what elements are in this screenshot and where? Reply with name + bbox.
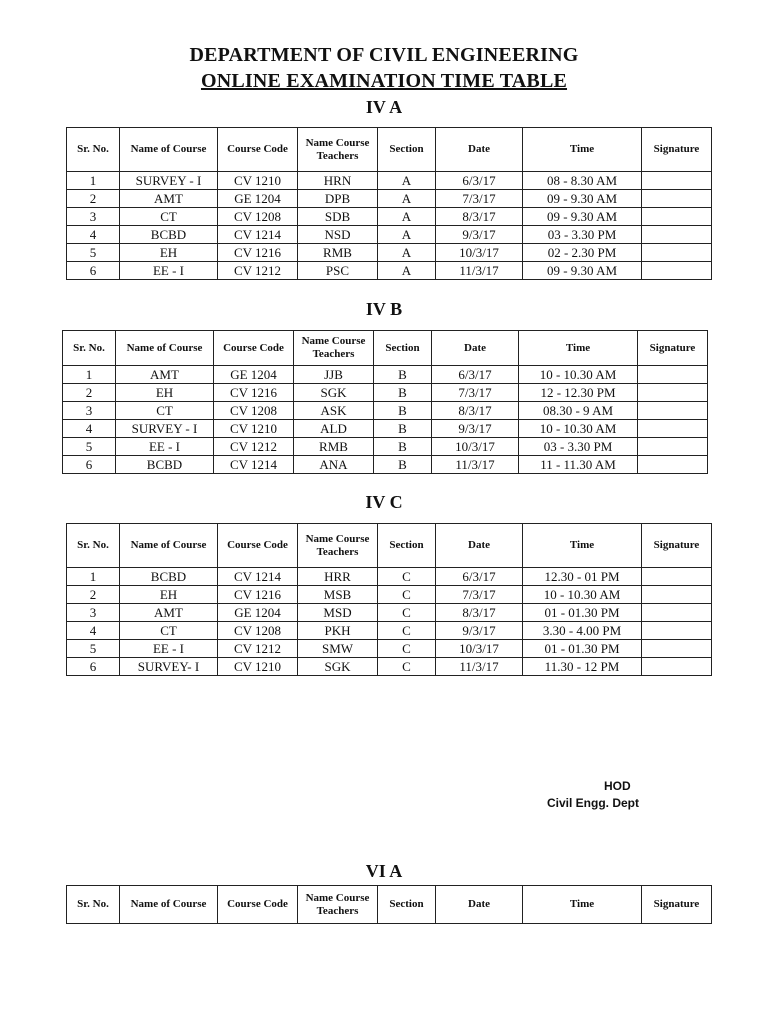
section-cell: C [378, 658, 436, 676]
signature-cell [642, 244, 712, 262]
time-cell: 01 - 01.30 PM [523, 640, 642, 658]
date-cell: 8/3/17 [436, 604, 523, 622]
table-row [67, 208, 712, 226]
course-teacher-cell: NSD [298, 226, 378, 244]
header-row [67, 128, 712, 172]
column-header-name: Name of Course [120, 524, 218, 568]
date-cell: 7/3/17 [436, 190, 523, 208]
date-cell: 7/3/17 [432, 384, 519, 402]
sr-no-cell: 5 [67, 640, 120, 658]
signature-cell [642, 604, 712, 622]
column-header-teachers: Name Course Teachers [298, 128, 378, 172]
column-header-signature: Signature [642, 128, 712, 172]
table-row [63, 384, 708, 402]
course-teacher-cell: JJB [294, 366, 374, 384]
course-code-cell: CV 1212 [218, 640, 298, 658]
course-code-cell: GE 1204 [214, 366, 294, 384]
sr-no-cell: 6 [67, 262, 120, 280]
section-cell: A [378, 262, 436, 280]
course-name-cell: EH [120, 586, 218, 604]
course-name-cell: BCBD [120, 568, 218, 586]
time-cell: 3.30 - 4.00 PM [523, 622, 642, 640]
course-teacher-cell: DPB [298, 190, 378, 208]
table-row [63, 456, 708, 474]
course-name-cell: SURVEY- I [120, 658, 218, 676]
column-header-time: Time [523, 886, 642, 924]
course-name-cell: SURVEY - I [120, 172, 218, 190]
date-cell: 6/3/17 [432, 366, 519, 384]
date-cell: 8/3/17 [436, 208, 523, 226]
time-cell: 09 - 9.30 AM [523, 190, 642, 208]
course-teacher-cell: SGK [298, 658, 378, 676]
time-cell: 08.30 - 9 AM [519, 402, 638, 420]
course-teacher-cell: PSC [298, 262, 378, 280]
course-name-cell: EH [120, 244, 218, 262]
department-title: DEPARTMENT OF CIVIL ENGINEERING [189, 44, 579, 66]
course-code-cell: CV 1210 [214, 420, 294, 438]
sr-no-cell: 5 [63, 438, 116, 456]
course-teacher-cell: RMB [298, 244, 378, 262]
table-row [67, 586, 712, 604]
table-row [67, 172, 712, 190]
time-cell: 10 - 10.30 AM [519, 420, 638, 438]
date-cell: 11/3/17 [432, 456, 519, 474]
section-title-vi-a: VI A [365, 861, 403, 881]
course-name-cell: EE - I [116, 438, 214, 456]
time-cell: 01 - 01.30 PM [523, 604, 642, 622]
section-cell: B [374, 384, 432, 402]
column-header-date: Date [436, 524, 523, 568]
section-title-iv-c: IV C [365, 492, 403, 512]
signature-cell [642, 622, 712, 640]
column-header-code: Course Code [218, 128, 298, 172]
column-header-section: Section [378, 524, 436, 568]
timetable-iv-b [62, 330, 708, 474]
course-code-cell: CV 1212 [214, 438, 294, 456]
section-cell: B [374, 438, 432, 456]
course-teacher-cell: MSB [298, 586, 378, 604]
column-header-sr: Sr. No. [63, 331, 116, 366]
course-code-cell: GE 1204 [218, 190, 298, 208]
section-title-iv-a: IV A [365, 97, 403, 117]
column-header-teachers: Name Course Teachers [294, 331, 374, 366]
sr-no-cell: 6 [63, 456, 116, 474]
course-teacher-cell: ALD [294, 420, 374, 438]
section-cell: B [374, 420, 432, 438]
date-cell: 9/3/17 [432, 420, 519, 438]
signature-cell [642, 658, 712, 676]
signature-cell [642, 208, 712, 226]
sr-no-cell: 4 [67, 622, 120, 640]
section-cell: C [378, 604, 436, 622]
course-code-cell: CV 1210 [218, 658, 298, 676]
date-cell: 9/3/17 [436, 622, 523, 640]
date-cell: 6/3/17 [436, 172, 523, 190]
course-name-cell: BCBD [120, 226, 218, 244]
table-row [67, 262, 712, 280]
table-row [67, 622, 712, 640]
signature-cell [642, 172, 712, 190]
section-cell: A [378, 208, 436, 226]
signature-cell [642, 190, 712, 208]
column-header-teachers: Name Course Teachers [298, 886, 378, 924]
course-teacher-cell: SMW [298, 640, 378, 658]
column-header-signature: Signature [638, 331, 708, 366]
column-header-code: Course Code [214, 331, 294, 366]
date-cell: 10/3/17 [436, 244, 523, 262]
timetable-iv-c [66, 523, 712, 676]
sr-no-cell: 3 [67, 208, 120, 226]
time-cell: 10 - 10.30 AM [523, 586, 642, 604]
signature-cell [638, 420, 708, 438]
time-cell: 09 - 9.30 AM [523, 208, 642, 226]
course-code-cell: CV 1216 [218, 586, 298, 604]
section-cell: B [374, 402, 432, 420]
column-header-section: Section [378, 128, 436, 172]
course-code-cell: CV 1210 [218, 172, 298, 190]
course-teacher-cell: MSD [298, 604, 378, 622]
column-header-time: Time [523, 128, 642, 172]
sr-no-cell: 3 [67, 604, 120, 622]
course-code-cell: CV 1208 [214, 402, 294, 420]
column-header-teachers: Name Course Teachers [298, 524, 378, 568]
column-header-date: Date [436, 128, 523, 172]
course-code-cell: CV 1208 [218, 208, 298, 226]
date-cell: 11/3/17 [436, 262, 523, 280]
column-header-name: Name of Course [120, 886, 218, 924]
course-teacher-cell: SGK [294, 384, 374, 402]
table-row [67, 190, 712, 208]
section-cell: A [378, 244, 436, 262]
column-header-signature: Signature [642, 886, 712, 924]
course-name-cell: EH [116, 384, 214, 402]
signature-cell [642, 226, 712, 244]
time-cell: 11.30 - 12 PM [523, 658, 642, 676]
course-code-cell: CV 1212 [218, 262, 298, 280]
course-name-cell: EE - I [120, 640, 218, 658]
column-header-time: Time [519, 331, 638, 366]
course-teacher-cell: HRR [298, 568, 378, 586]
section-cell: C [378, 640, 436, 658]
sr-no-cell: 1 [67, 172, 120, 190]
header-row [67, 524, 712, 568]
course-teacher-cell: ANA [294, 456, 374, 474]
course-code-cell: CV 1214 [214, 456, 294, 474]
table-row [67, 244, 712, 262]
signature-cell [638, 456, 708, 474]
course-teacher-cell: PKH [298, 622, 378, 640]
table-row [67, 604, 712, 622]
section-cell: A [378, 226, 436, 244]
sr-no-cell: 3 [63, 402, 116, 420]
section-cell: C [378, 586, 436, 604]
course-code-cell: CV 1214 [218, 568, 298, 586]
signature-cell [638, 384, 708, 402]
header-row [63, 331, 708, 366]
signature-cell [638, 366, 708, 384]
signoff-role: HOD [604, 779, 631, 793]
time-cell: 03 - 3.30 PM [519, 438, 638, 456]
table-row [63, 402, 708, 420]
sr-no-cell: 4 [63, 420, 116, 438]
date-cell: 6/3/17 [436, 568, 523, 586]
column-header-section: Section [374, 331, 432, 366]
course-teacher-cell: ASK [294, 402, 374, 420]
section-cell: C [378, 622, 436, 640]
course-code-cell: CV 1214 [218, 226, 298, 244]
column-header-sr: Sr. No. [67, 128, 120, 172]
date-cell: 10/3/17 [432, 438, 519, 456]
course-name-cell: BCBD [116, 456, 214, 474]
column-header-sr: Sr. No. [67, 524, 120, 568]
signature-cell [642, 568, 712, 586]
time-cell: 11 - 11.30 AM [519, 456, 638, 474]
course-name-cell: CT [116, 402, 214, 420]
time-cell: 12.30 - 01 PM [523, 568, 642, 586]
column-header-date: Date [436, 886, 523, 924]
course-name-cell: CT [120, 208, 218, 226]
table-row [67, 658, 712, 676]
section-cell: B [374, 366, 432, 384]
date-cell: 9/3/17 [436, 226, 523, 244]
section-cell: C [378, 568, 436, 586]
table-row [63, 366, 708, 384]
signature-cell [638, 438, 708, 456]
column-header-date: Date [432, 331, 519, 366]
sr-no-cell: 6 [67, 658, 120, 676]
signoff-dept: Civil Engg. Dept [547, 796, 640, 810]
time-cell: 02 - 2.30 PM [523, 244, 642, 262]
column-header-code: Course Code [218, 524, 298, 568]
course-code-cell: CV 1208 [218, 622, 298, 640]
sr-no-cell: 1 [67, 568, 120, 586]
course-code-cell: CV 1216 [214, 384, 294, 402]
table-row [63, 420, 708, 438]
course-code-cell: CV 1216 [218, 244, 298, 262]
course-name-cell: CT [120, 622, 218, 640]
time-cell: 12 - 12.30 PM [519, 384, 638, 402]
course-name-cell: AMT [116, 366, 214, 384]
timetable-vi-a [66, 885, 712, 924]
date-cell: 10/3/17 [436, 640, 523, 658]
sr-no-cell: 4 [67, 226, 120, 244]
time-cell: 09 - 9.30 AM [523, 262, 642, 280]
signature-cell [642, 262, 712, 280]
course-code-cell: GE 1204 [218, 604, 298, 622]
date-cell: 11/3/17 [436, 658, 523, 676]
column-header-signature: Signature [642, 524, 712, 568]
course-teacher-cell: RMB [294, 438, 374, 456]
course-name-cell: SURVEY - I [116, 420, 214, 438]
time-cell: 03 - 3.30 PM [523, 226, 642, 244]
sr-no-cell: 2 [63, 384, 116, 402]
course-name-cell: AMT [120, 190, 218, 208]
section-cell: A [378, 190, 436, 208]
section-cell: B [374, 456, 432, 474]
column-header-name: Name of Course [120, 128, 218, 172]
sr-no-cell: 2 [67, 190, 120, 208]
timetable-iv-a [66, 127, 712, 280]
sr-no-cell: 1 [63, 366, 116, 384]
date-cell: 8/3/17 [432, 402, 519, 420]
table-row [63, 438, 708, 456]
signature-cell [642, 640, 712, 658]
date-cell: 7/3/17 [436, 586, 523, 604]
signature-cell [642, 586, 712, 604]
signature-cell [638, 402, 708, 420]
column-header-code: Course Code [218, 886, 298, 924]
course-name-cell: AMT [120, 604, 218, 622]
column-header-sr: Sr. No. [67, 886, 120, 924]
course-teacher-cell: SDB [298, 208, 378, 226]
time-cell: 08 - 8.30 AM [523, 172, 642, 190]
sr-no-cell: 5 [67, 244, 120, 262]
column-header-time: Time [523, 524, 642, 568]
course-name-cell: EE - I [120, 262, 218, 280]
table-row [67, 568, 712, 586]
column-header-name: Name of Course [116, 331, 214, 366]
section-cell: A [378, 172, 436, 190]
column-header-section: Section [378, 886, 436, 924]
course-teacher-cell: HRN [298, 172, 378, 190]
section-title-iv-b: IV B [365, 299, 403, 319]
sr-no-cell: 2 [67, 586, 120, 604]
header-row [67, 886, 712, 924]
time-cell: 10 - 10.30 AM [519, 366, 638, 384]
table-row [67, 226, 712, 244]
timetable-title: ONLINE EXAMINATION TIME TABLE [200, 70, 568, 92]
table-row [67, 640, 712, 658]
